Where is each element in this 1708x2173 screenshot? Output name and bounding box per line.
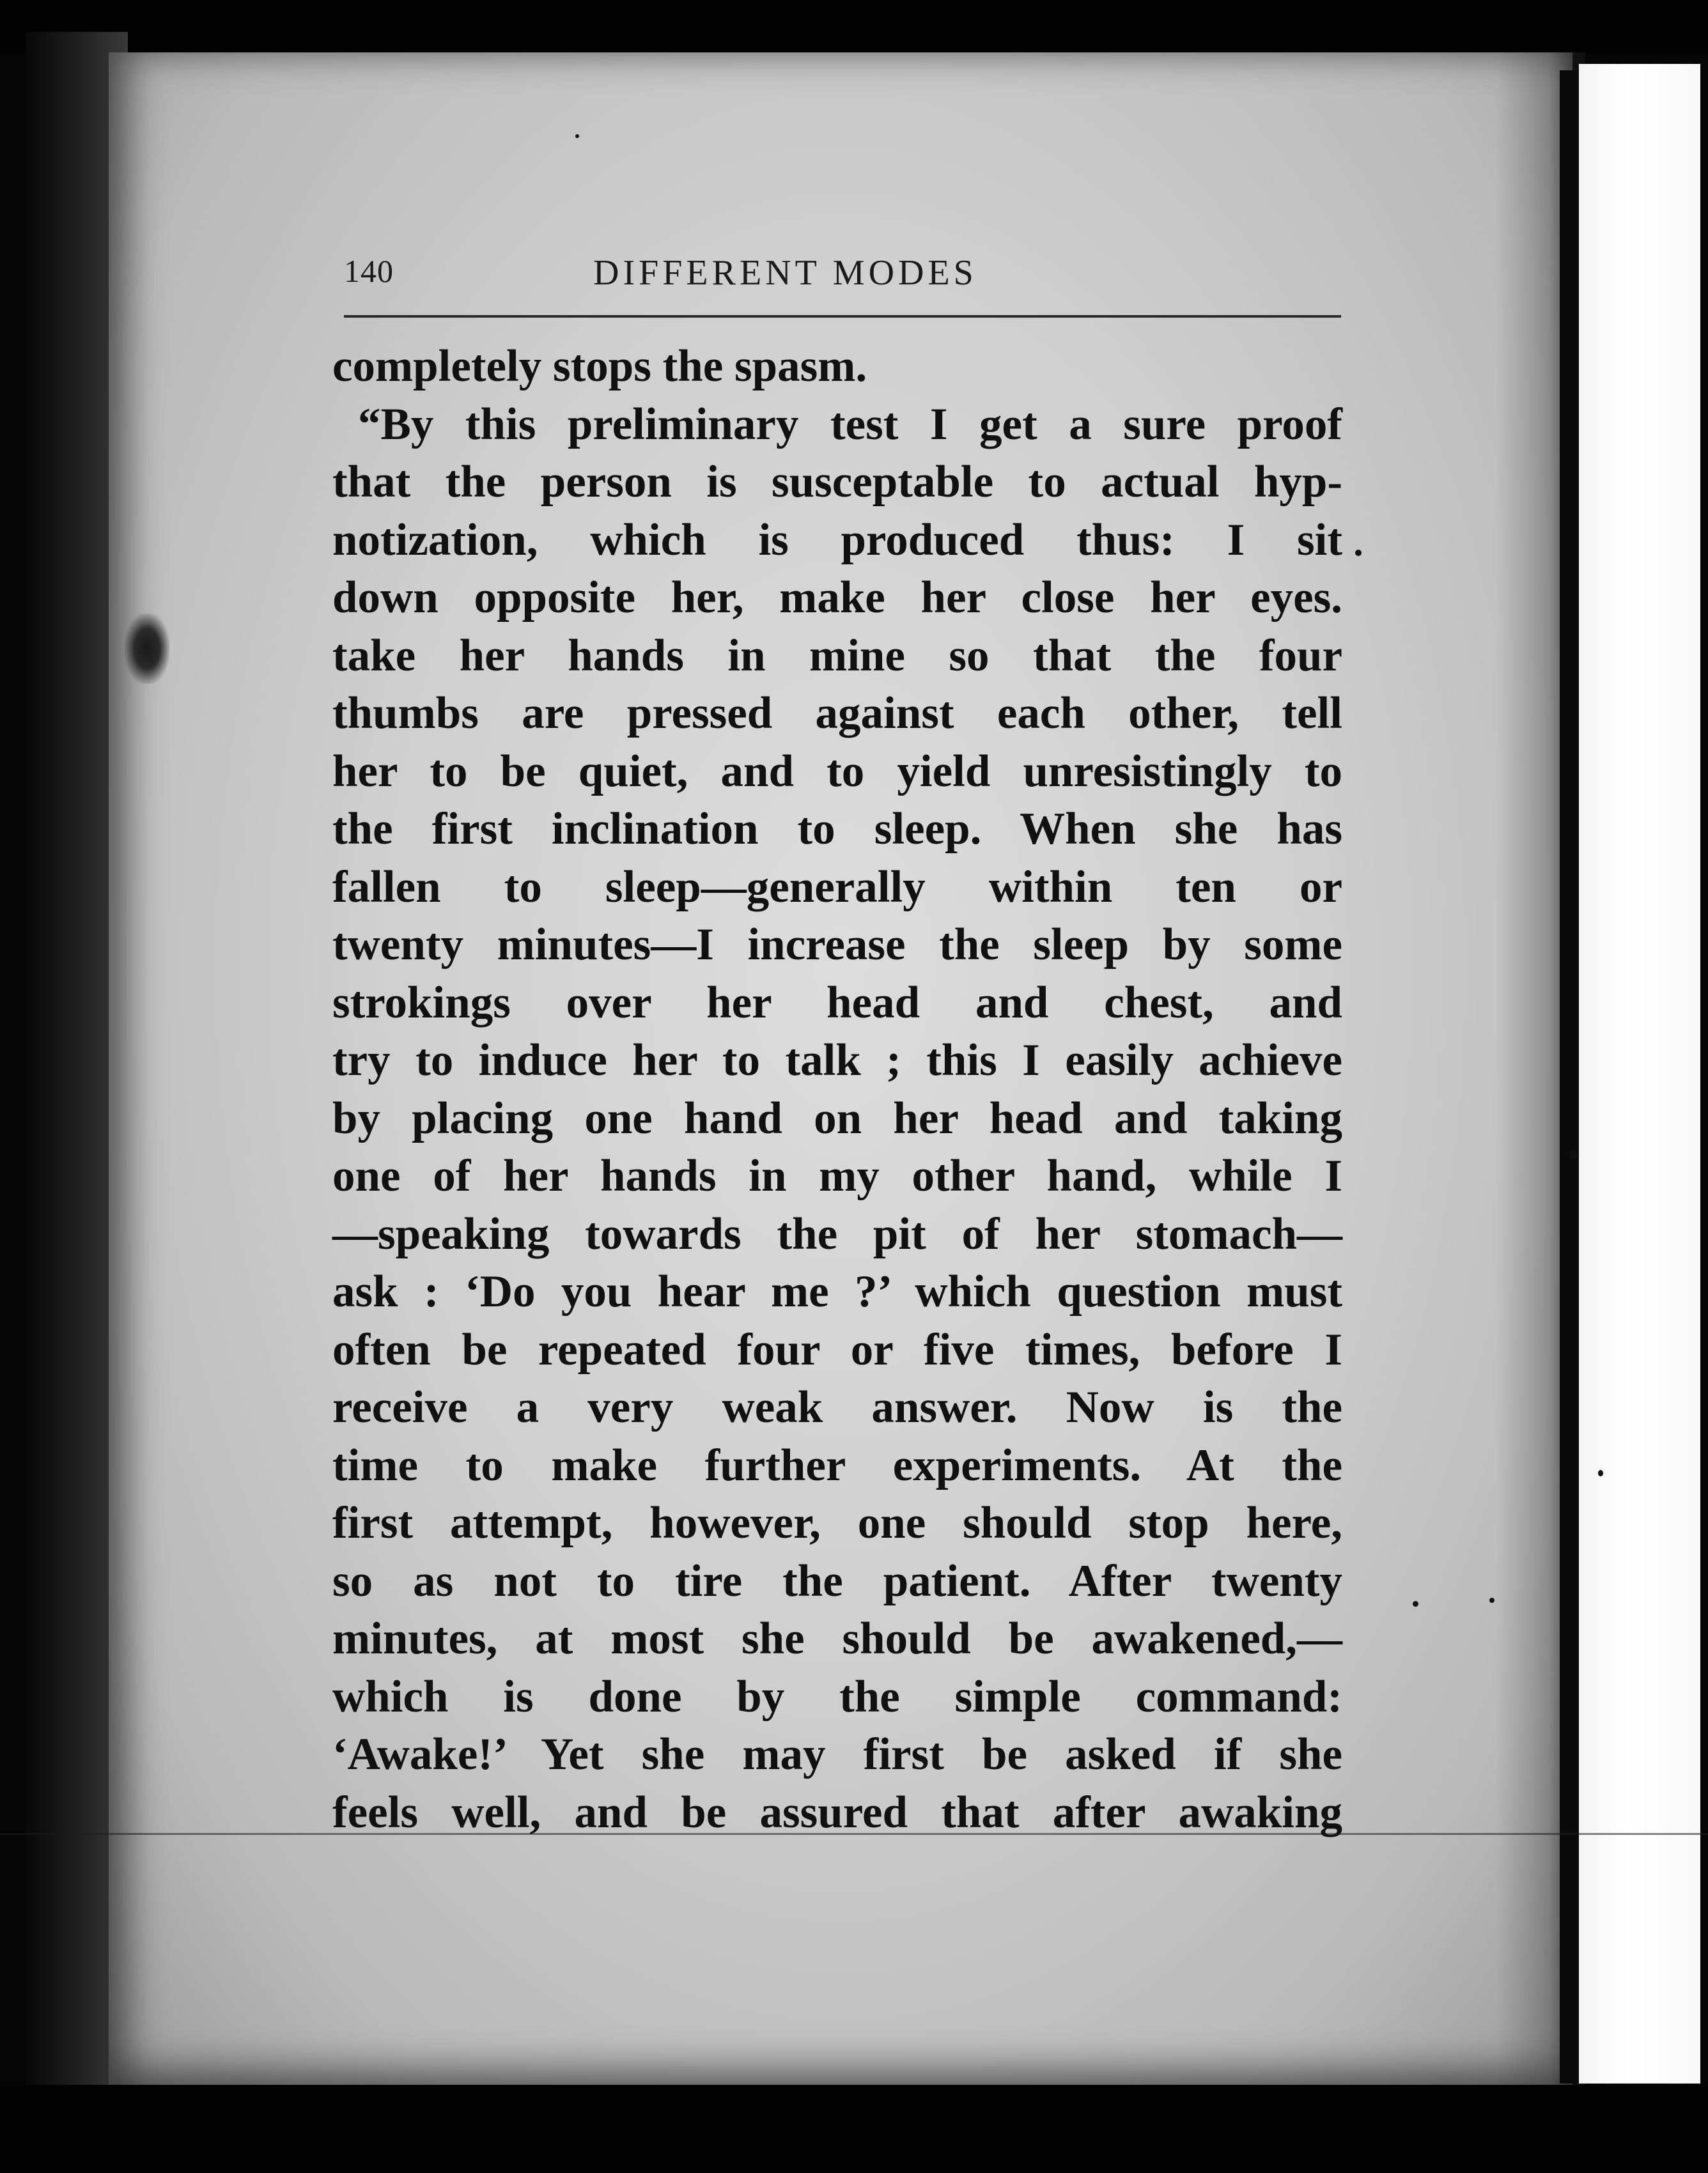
text-line: take her hands in mine so that the four — [332, 630, 1342, 681]
text-line: thumbs are pressed against each other, tell — [332, 688, 1342, 738]
text-line: first attempt, however, one should stop here, — [332, 1498, 1342, 1548]
text-line: the first inclination to sleep. When she has — [332, 804, 1342, 854]
text-line: feels well, and be assured that after awaking — [332, 1787, 1342, 1837]
text-line: receive a very weak answer. Now is the — [332, 1382, 1342, 1432]
text-line: completely stops the spasm. — [332, 341, 867, 391]
book-binding-bar — [1560, 70, 1579, 2084]
header-rule — [344, 315, 1341, 318]
text-line: by placing one hand on her head and taking — [332, 1093, 1342, 1143]
facing-page-edge — [1579, 64, 1700, 2084]
scan-speck — [575, 134, 579, 138]
text-line: that the person is susceptable to actual hyp- — [332, 457, 1342, 507]
text-line: time to make further experiments. At the — [332, 1440, 1342, 1490]
text-line: fallen to sleep—generally within ten or — [332, 862, 1342, 912]
text-line: which is done by the simple command: — [332, 1671, 1342, 1722]
scan-speck — [1598, 1470, 1603, 1476]
text-line: notization, which is produced thus: I sit — [332, 514, 1342, 565]
running-head-title: DIFFERENT MODES — [593, 253, 977, 293]
text-line: strokings over her head and chest, and — [332, 977, 1342, 1028]
text-line: minutes, at most she should be awakened,— — [332, 1614, 1342, 1664]
text-line: her to be quiet, and to yield unresistingly to — [332, 746, 1342, 796]
scan-speck — [1569, 1150, 1577, 1159]
page-number: 140 — [344, 253, 394, 289]
text-line: so as not to tire the patient. After twenty — [332, 1556, 1342, 1606]
running-header — [344, 252, 1341, 304]
scan-speck — [1489, 1598, 1494, 1603]
scan-border-bottom — [0, 2085, 1708, 2173]
text-line: one of her hands in my other hand, while I — [332, 1151, 1342, 1201]
text-line: down opposite her, make her close her eyes. — [332, 573, 1342, 623]
text-line: twenty minutes—I increase the sleep by some — [332, 920, 1342, 970]
scan-border-top — [0, 0, 1708, 52]
text-line: often be repeated four or five times, before I — [332, 1324, 1342, 1375]
text-line: —speaking towards the pit of her stomach— — [332, 1209, 1342, 1259]
scan-speck — [1413, 1601, 1418, 1607]
text-line: “By this preliminary test I get a sure proof — [358, 399, 1342, 449]
text-line: ‘Awake!’ Yet she may first be asked if she — [332, 1729, 1342, 1779]
ink-blot — [125, 614, 169, 684]
scan-speck — [1355, 550, 1362, 556]
text-line: try to induce her to talk ; this I easily achieve — [332, 1035, 1342, 1085]
text-line: ask : ‘Do you hear me ?’ which question must — [332, 1267, 1342, 1317]
body-text — [332, 337, 1342, 1841]
